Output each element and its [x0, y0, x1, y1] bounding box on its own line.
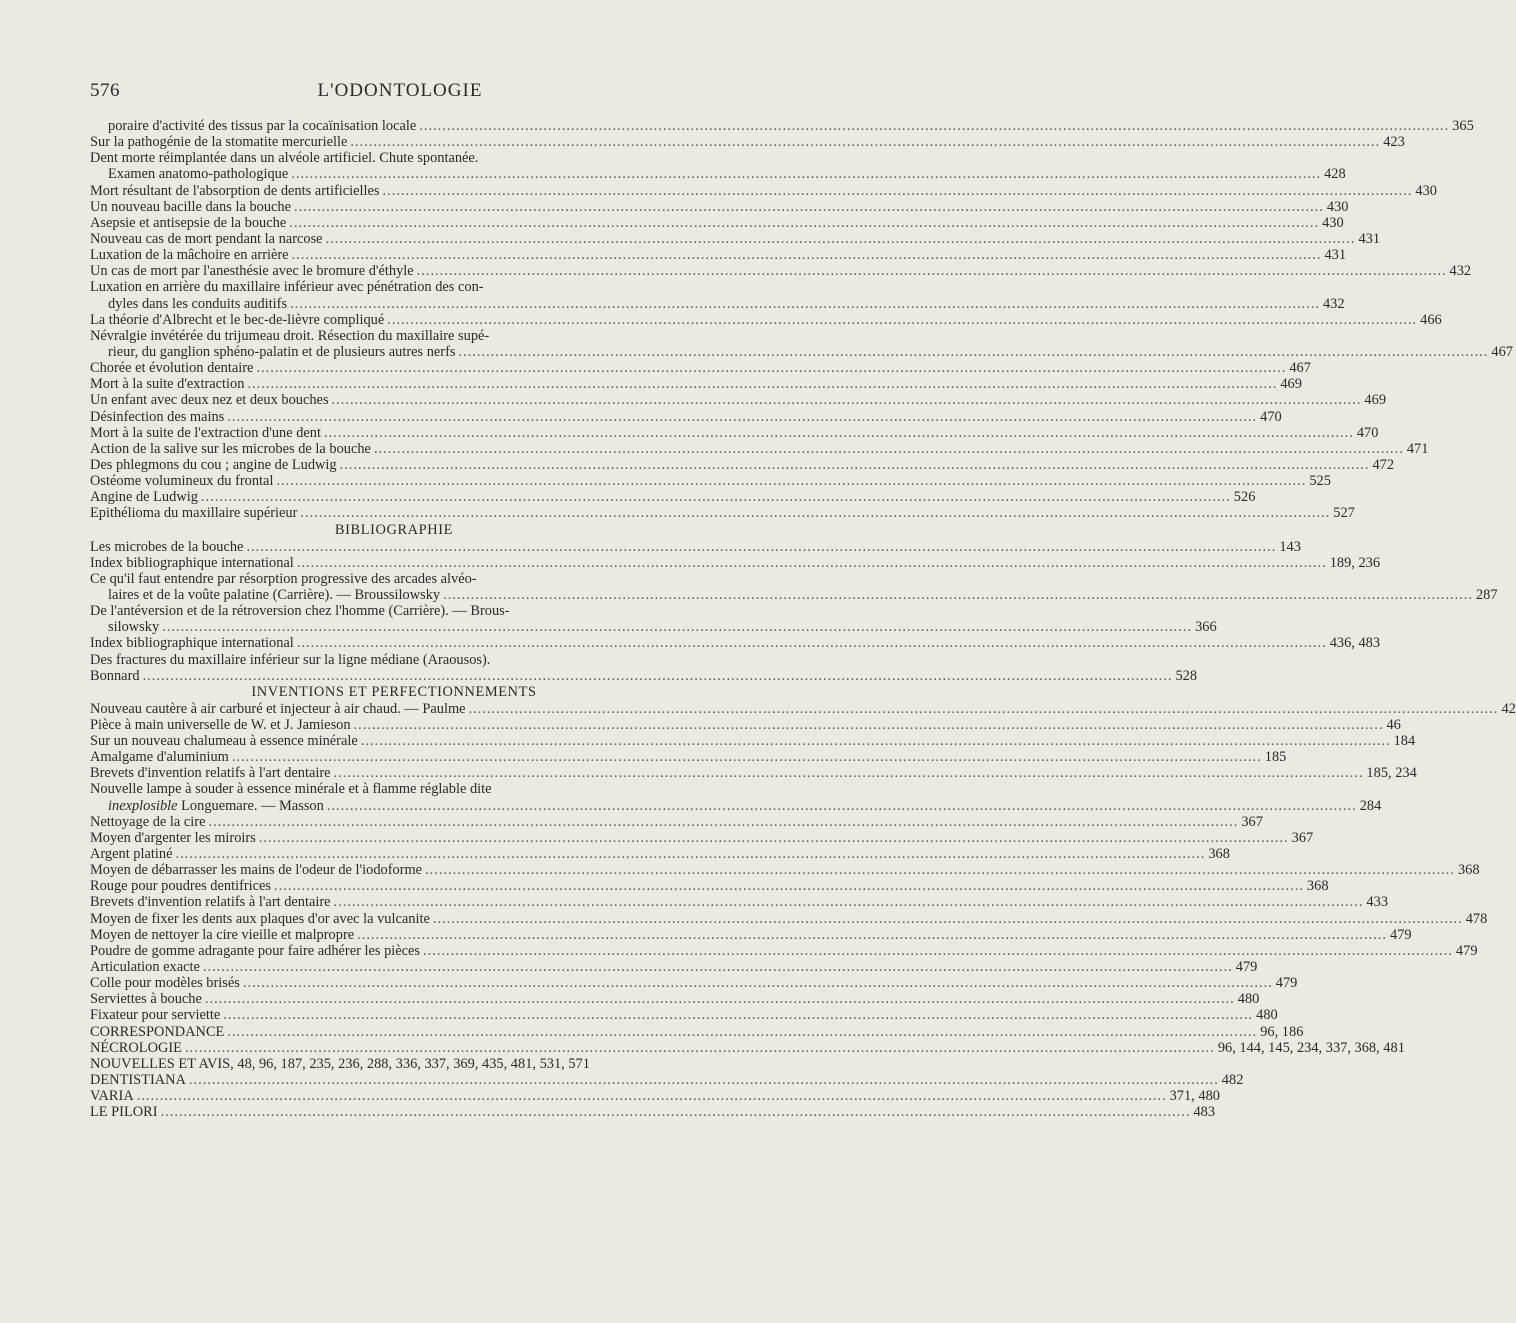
index-entry	[90, 118, 1474, 134]
entry-text: Un enfant avec deux nez et deux bouches	[90, 392, 329, 409]
entry-page: 527	[1333, 505, 1355, 522]
index-entry	[90, 1023, 1304, 1040]
leader-dots	[185, 1040, 1215, 1056]
leader-dots	[423, 943, 1453, 959]
index-entry	[90, 150, 698, 166]
index-entry	[90, 182, 1437, 199]
leader-dots	[256, 360, 1286, 376]
entry-text: Luxation de la mâchoire en arrière	[90, 247, 289, 264]
leader-dots	[259, 830, 1289, 846]
leader-dots	[227, 409, 1257, 425]
entry-page: 367	[1241, 813, 1263, 830]
entry-page: 365	[1452, 118, 1474, 134]
entry-text: Argent platiné	[90, 846, 173, 863]
index-group-misc	[90, 813, 1488, 1121]
entry-page: 471	[1406, 440, 1429, 457]
entry-text: poraire d'activité des tissus par la cocaïnisation locale	[108, 118, 417, 134]
entry-text: Articulation exacte	[90, 959, 200, 976]
index-entry	[90, 198, 1349, 215]
entry-text: Fixateur pour serviette	[90, 1007, 221, 1024]
leader-dots	[326, 231, 1356, 247]
index-entry	[90, 473, 1331, 490]
index-entry	[90, 733, 1416, 750]
index-entry	[90, 279, 698, 295]
index-entry	[90, 166, 1346, 183]
entry-text: Asepsie et antisepsie de la bouche	[90, 214, 287, 231]
section-heading-inventions: INVENTIONS ET PERFECTIONNEMENTS	[251, 683, 537, 700]
leader-dots	[189, 1072, 1219, 1088]
leader-dots	[289, 215, 1319, 231]
entry-text: Amalgame d'aluminium	[90, 749, 229, 766]
leader-dots	[419, 118, 1449, 134]
entry-rest: Longuemare. — Masson	[177, 797, 324, 814]
index-entry	[90, 959, 1258, 976]
leader-dots	[175, 846, 1205, 862]
leader-dots	[201, 489, 1231, 505]
leader-dots	[223, 1007, 1253, 1023]
leader-dots	[350, 134, 1380, 150]
entry-page: 482	[1221, 1072, 1244, 1089]
entry-text: Rouge pour poudres dentifrices	[90, 878, 272, 895]
leader-dots	[246, 539, 1276, 555]
index-entry	[90, 1072, 1244, 1089]
leader-dots	[243, 975, 1273, 991]
leader-dots	[205, 991, 1235, 1007]
leader-dots	[334, 765, 1364, 781]
index-entry	[90, 489, 1256, 506]
entry-text: Dent morte réimplantée dans un alvéole artificiel. Chute spontanée.	[90, 150, 479, 167]
entry-text: Désinfection des mains	[90, 408, 225, 425]
leader-dots	[334, 894, 1364, 910]
entry-page: 96, 144, 145, 234, 337, 368, 481	[1217, 1039, 1405, 1056]
leader-dots	[143, 668, 1173, 684]
entry-page: 368	[1306, 878, 1329, 895]
entry-text: NOUVELLES ET AVIS, 48, 96, 187, 235, 236, 288, 336, 337, 369, 435, 481, 531, 571	[90, 1055, 590, 1072]
leader-dots	[433, 911, 1463, 927]
entry-text: Pièce à main universelle de W. et J. Jamieson	[90, 716, 351, 733]
index-entry	[90, 942, 1478, 959]
entry-text: Des fractures du maxillaire inférieur sur la ligne médiane (Araousos).	[90, 651, 491, 668]
entry-page: 526	[1233, 489, 1256, 506]
entry-text: Mort à la suite d'extraction	[90, 376, 245, 393]
leader-dots	[387, 312, 1417, 328]
leader-dots	[162, 619, 1192, 635]
index-entry	[90, 1007, 1278, 1024]
entry-page: 470	[1260, 408, 1282, 425]
entry-text: NÉCROLOGIE	[90, 1039, 182, 1056]
entry-text: Bonnard	[90, 667, 140, 684]
index-entry	[90, 1088, 1220, 1105]
index-entry	[90, 538, 1301, 555]
index-entry	[90, 878, 1329, 895]
leader-dots	[137, 1088, 1167, 1104]
leader-dots	[332, 392, 1362, 408]
entry-page: 479	[1275, 975, 1298, 992]
entry-page: 478	[1465, 910, 1488, 927]
entry-text: Brevets d'invention relatifs à l'art dentaire	[90, 894, 331, 911]
entry-page: 525	[1309, 473, 1331, 490]
index-entry	[90, 230, 1381, 247]
entry-page: 287	[1475, 586, 1498, 603]
entry-text: Névralgie invétérée du trijumeau droit. Résection du maxillaire supé-	[90, 327, 490, 344]
entry-text: Index bibliographique international	[90, 635, 294, 652]
index-entry	[90, 667, 1198, 684]
leader-dots	[247, 376, 1277, 392]
entry-page: 431	[1324, 247, 1347, 264]
index-entry	[90, 603, 698, 619]
entry-text: Mort à la suite de l'extraction d'une dent	[90, 424, 321, 441]
leader-dots	[291, 166, 1321, 182]
entry-text: Moyen d'argenter les miroirs	[90, 829, 256, 846]
entry-page: 430	[1326, 198, 1349, 215]
index-entry	[90, 1104, 1216, 1121]
leader-dots	[297, 555, 1327, 571]
entry-page: 42	[1501, 700, 1516, 717]
entry-italic-word: inexplosible	[108, 797, 178, 814]
leader-dots	[459, 344, 1489, 360]
entry-text: Poudre de gomme adragante pour faire adhérer les pièces	[90, 942, 421, 959]
index-entry	[90, 749, 1287, 766]
entry-text: Index bibliographique international	[90, 554, 294, 571]
index-entry	[90, 716, 1401, 733]
index-entry	[90, 1039, 1405, 1056]
entry-page: 436, 483	[1329, 635, 1381, 652]
entry-page: 483	[1193, 1104, 1216, 1121]
entry-page: 432	[1449, 263, 1472, 280]
index-group-general	[90, 118, 1513, 522]
entry-text: Brevets d'invention relatifs à l'art dentaire	[90, 765, 331, 782]
index-entry	[90, 424, 1379, 441]
entry-text: La théorie d'Albrecht et le bec-de-lièvre compliqué	[90, 311, 385, 328]
entry-text: Action de la salive sur les microbes de la bouche	[90, 440, 371, 457]
leader-dots	[274, 878, 1304, 894]
entry-text: Nettoyage de la cire	[90, 813, 206, 830]
entry-page: 185	[1264, 749, 1287, 766]
entry-page: 479	[1390, 926, 1412, 943]
leader-dots	[354, 717, 1384, 733]
entry-page: 184	[1393, 733, 1416, 750]
entry-page: 467	[1289, 360, 1311, 377]
entry-text: Examen anatomo-pathologique	[108, 166, 289, 183]
leader-dots	[417, 263, 1447, 279]
entry-page: 432	[1322, 295, 1345, 312]
leader-dots	[469, 701, 1499, 717]
entry-page: 466	[1420, 311, 1442, 328]
entry-text: dyles dans les conduits auditifs	[108, 295, 288, 312]
entry-text: De l'antéversion et de la rétroversion chez l'homme (Carrière). — Brous-	[90, 603, 510, 620]
entry-text: silowsky	[108, 619, 160, 636]
entry-text: Angine de Ludwig	[90, 489, 198, 506]
leader-dots	[232, 749, 1262, 765]
entry-text: Ce qu'il faut entendre par résorption progressive des arcades alvéo-	[90, 570, 477, 587]
entry-page: 472	[1372, 456, 1395, 473]
index-body	[90, 118, 1516, 1121]
leader-dots	[340, 457, 1370, 473]
leader-dots	[290, 296, 1320, 312]
index-entry	[90, 343, 1513, 360]
index-entry	[90, 797, 1382, 814]
index-entry	[90, 700, 1516, 717]
entry-text: Nouvelle lampe à souder à essence minérale et à flamme réglable dite	[90, 781, 492, 798]
entry-page: 189, 236	[1329, 554, 1381, 571]
leader-dots	[443, 587, 1473, 603]
page-number: 576	[90, 80, 120, 101]
leader-dots	[227, 1024, 1257, 1040]
entry-text: Nouveau cas de mort pendant la narcose	[90, 230, 323, 247]
entry-text: Moyen de nettoyer la cire vieille et malpropre	[90, 926, 355, 943]
entry-text: Ostéome volumineux du frontal	[90, 473, 274, 490]
entry-text: Sur la pathogénie de la stomatite mercurielle	[90, 134, 348, 151]
index-entry	[90, 214, 1344, 231]
entry-page: 480	[1256, 1007, 1278, 1024]
entry-text: rieur, du ganglion sphéno-palatin et de plusieurs autres nerfs	[108, 343, 456, 360]
index-entry	[90, 829, 1314, 846]
entry-text: Un cas de mort par l'anesthésie avec le bromure d'éthyle	[90, 263, 414, 280]
index-entry	[90, 554, 1381, 571]
index-entry	[90, 505, 1355, 522]
index-entry	[90, 910, 1488, 927]
entry-text: Des phlegmons du cou ; angine de Ludwig	[90, 456, 337, 473]
leader-dots	[294, 199, 1324, 215]
leader-dots	[292, 247, 1322, 263]
leader-dots	[297, 635, 1327, 651]
index-entry	[90, 635, 1381, 652]
entry-text: laires et de la voûte palatine (Carrière). — Broussilowsky	[108, 586, 441, 603]
leader-dots	[300, 505, 1330, 521]
entry-page: 366	[1195, 619, 1217, 636]
leader-dots	[425, 862, 1455, 878]
index-entry	[90, 571, 698, 587]
leader-dots	[324, 425, 1354, 441]
index-entry	[90, 295, 1345, 312]
index-entry	[90, 781, 698, 797]
index-entry	[90, 408, 1282, 425]
entry-page: 431	[1358, 230, 1381, 247]
running-title: L'ODONTOLOGIE	[317, 80, 483, 101]
entry-text: Les microbes de la bouche	[90, 538, 244, 555]
index-entry	[90, 376, 1302, 393]
entry-text: LE PILORI	[90, 1104, 158, 1121]
entry-page: 480	[1237, 991, 1260, 1008]
entry-page: 143	[1279, 538, 1301, 555]
leader-dots	[374, 441, 1404, 457]
entry-page: 469	[1364, 392, 1387, 409]
index-entry	[90, 263, 1472, 280]
entry-page: 185, 234	[1366, 765, 1417, 782]
leader-dots	[276, 473, 1306, 489]
entry-page: 479	[1235, 959, 1258, 976]
entry-text: Epithélioma du maxillaire supérieur	[90, 505, 298, 522]
index-entry	[90, 846, 1230, 863]
entry-text: DENTISTIANA	[90, 1072, 186, 1089]
entry-text	[108, 798, 324, 814]
entry-page: 430	[1322, 214, 1344, 231]
leader-dots	[208, 814, 1238, 830]
entry-text: CORRESPONDANCE	[90, 1023, 225, 1040]
leader-dots	[357, 927, 1387, 943]
entry-page: 96, 186	[1260, 1023, 1304, 1040]
section-heading-bibliographie: BIBLIOGRAPHIE	[334, 521, 454, 538]
entry-page: 528	[1175, 667, 1198, 684]
index-entry	[90, 360, 1311, 377]
leader-dots	[327, 798, 1357, 814]
entry-page: 284	[1359, 797, 1382, 814]
entry-page: 368	[1208, 846, 1230, 863]
entry-text: Mort résultant de l'absorption de dents artificielles	[90, 182, 380, 199]
index-entry	[90, 975, 1298, 992]
page-header	[90, 80, 710, 106]
entry-page: 368	[1457, 862, 1480, 879]
entry-page: 423	[1383, 134, 1405, 151]
entry-text: Moyen de débarrasser les mains de l'odeur de l'iodoforme	[90, 862, 423, 879]
leader-dots	[383, 183, 1413, 199]
index-entry	[90, 813, 1263, 830]
index-entry	[90, 311, 1442, 328]
entry-page: 367	[1291, 829, 1314, 846]
index-entry	[90, 765, 1417, 782]
leader-dots	[361, 733, 1391, 749]
entry-page: 46	[1386, 716, 1401, 733]
entry-text: Un nouveau bacille dans la bouche	[90, 198, 291, 215]
index-entry	[90, 619, 1217, 636]
entry-page: 479	[1455, 942, 1478, 959]
index-entry	[90, 652, 698, 668]
entry-page: 469	[1280, 376, 1302, 393]
entry-page: 467	[1491, 343, 1513, 360]
index-entry	[90, 247, 1347, 264]
index-entry	[90, 586, 1498, 603]
index-entry	[90, 440, 1429, 457]
index-group-bibliographie	[90, 538, 1498, 684]
entry-text: Chorée et évolution dentaire	[90, 360, 254, 377]
entry-page: 433	[1366, 894, 1389, 911]
entry-page: 470	[1356, 424, 1379, 441]
index-entry	[90, 456, 1395, 473]
index-entry	[90, 328, 698, 344]
index-entry	[90, 1056, 698, 1072]
index-entry	[90, 862, 1480, 879]
entry-text: Nouveau cautère à air carburé et injecteur à air chaud. — Paulme	[90, 700, 466, 717]
entry-text: Sur un nouveau chalumeau à essence minérale	[90, 733, 358, 750]
entry-text: VARIA	[90, 1088, 134, 1105]
index-group-inventions	[90, 700, 1516, 798]
entry-page: 371, 480	[1169, 1088, 1220, 1105]
entry-text: Luxation en arrière du maxillaire inférieur avec pénétration des con-	[90, 279, 484, 296]
entry-page: 430	[1415, 182, 1437, 199]
index-entry	[90, 991, 1260, 1008]
index-entry	[90, 894, 1389, 911]
index-entry	[90, 926, 1412, 943]
index-entry	[90, 134, 1405, 151]
leader-dots	[161, 1104, 1191, 1120]
leader-dots	[203, 959, 1233, 975]
entry-text: Moyen de fixer les dents aux plaques d'or avec la vulcanite	[90, 910, 430, 927]
index-entry	[90, 392, 1387, 409]
entry-text: Colle pour modèles brisés	[90, 975, 240, 992]
entry-text: Serviettes à bouche	[90, 991, 202, 1008]
entry-page: 428	[1324, 166, 1346, 183]
